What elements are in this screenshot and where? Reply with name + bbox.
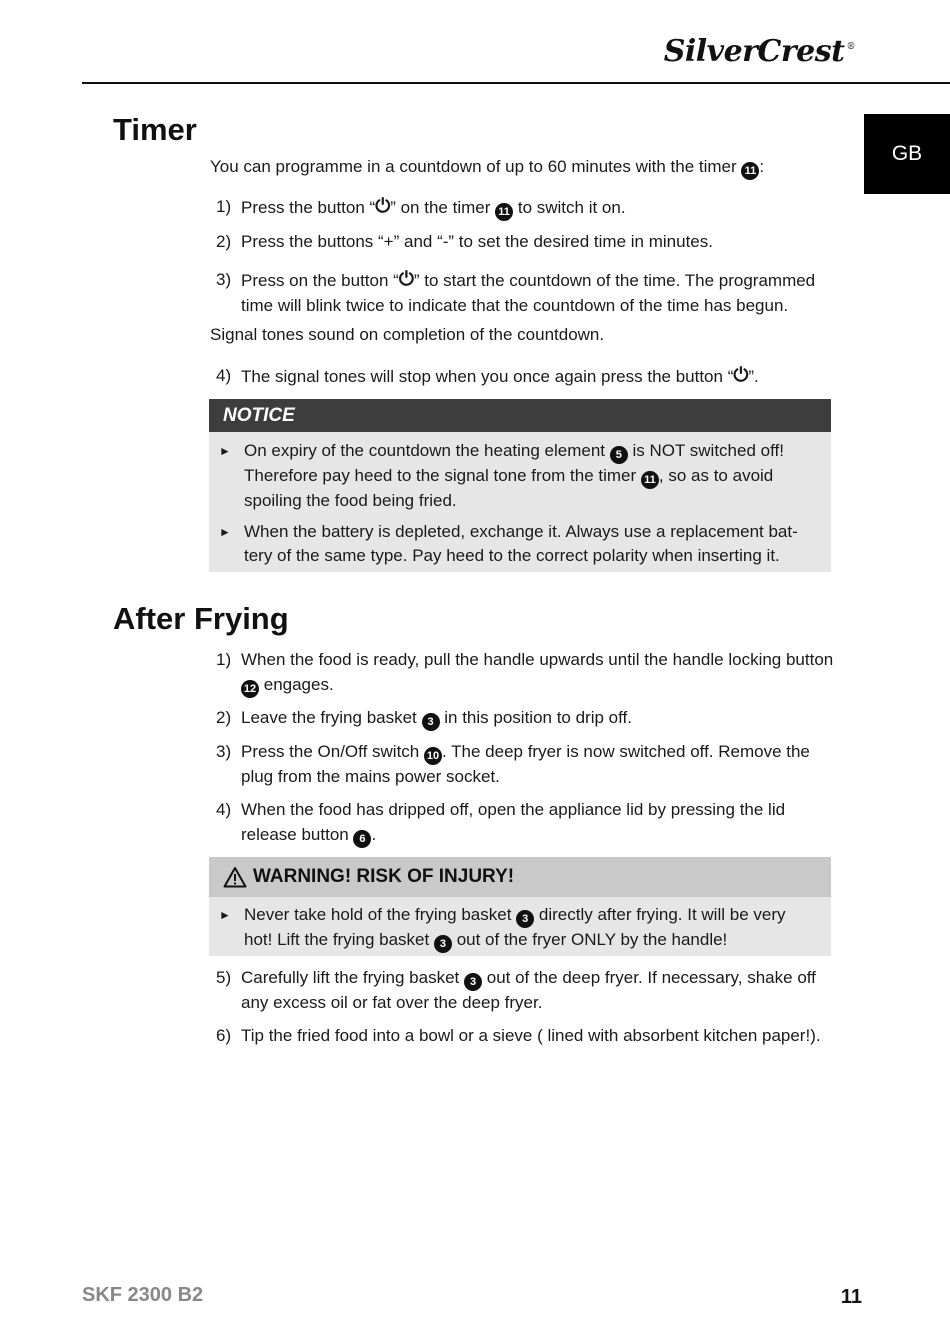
timer-step-1: 1) Press the button “⏻” on the timer 11 to switch it on. xyxy=(216,195,836,221)
after-step-1: 1) When the food is ready, pull the handle upwards until the handle locking button 12 engages. xyxy=(216,648,836,698)
warning-bullet-1: ► Never take hold of the frying basket 3 directly after frying. It will be very hot! Lift the frying basket 3 out of the fryer ONLY by the handle! xyxy=(209,903,831,953)
notice-bullet-1: ► On expiry of the countdown the heating element 5 is NOT switched off! Therefore pay heed to the signal tone from the timer 11 , so as to avoid spoiling the food being fried. xyxy=(209,439,831,514)
callout-3: 3 xyxy=(422,713,440,731)
after-step-3: 3) Press the On/Off switch 10 . The deep fryer is now switched off. Remove the plug from the mains power socket. xyxy=(216,742,810,786)
arrow-icon: ► xyxy=(219,444,231,458)
callout-11: 11 xyxy=(495,203,513,221)
callout-11: 11 xyxy=(741,162,759,180)
arrow-icon: ► xyxy=(219,524,231,539)
callout-5: 5 xyxy=(610,446,628,464)
section-title-after-frying: After Frying xyxy=(113,601,289,636)
timer-step-2: 2) Press the buttons “+” and “-” to set the desired time in minutes. xyxy=(216,232,713,251)
model-number: SKF 2300 B2 xyxy=(82,1284,204,1306)
warning-triangle-icon xyxy=(223,866,247,888)
signal-text: Signal tones sound on completion of the countdown. xyxy=(210,325,605,344)
power-icon: ⏻ xyxy=(375,196,391,217)
callout-3: 3 xyxy=(434,935,452,953)
after-step-5: 5) Carefully lift the frying basket 3 out of the deep fryer. If necessary, shake off any excess oil or fat over the deep fryer. xyxy=(216,968,816,1012)
notice-bullet-2: ► When the battery is depleted, exchange it. Always use a replacement bat-tery of the same type. Pay heed to the correct polarity when inserting it. xyxy=(209,520,831,569)
callout-3: 3 xyxy=(464,973,482,991)
language-tab: GB xyxy=(864,114,950,194)
section-title-timer: Timer xyxy=(113,112,197,147)
timer-intro: You can programme in a countdown of up to 60 minutes with the timer 11 : xyxy=(210,155,835,180)
arrow-icon: ► xyxy=(219,908,231,922)
callout-12: 12 xyxy=(241,680,259,698)
notice-box xyxy=(209,399,831,572)
header-rule xyxy=(82,82,950,84)
brand-logo: SilverCrest ® xyxy=(663,34,855,69)
power-icon: ⏻ xyxy=(733,365,749,386)
callout-6: 6 xyxy=(353,830,371,848)
after-step-4: 4) When the food has dripped off, open the appliance lid by pressing the lid release button 6 . xyxy=(216,798,836,848)
power-icon: ⏻ xyxy=(398,269,414,290)
after-step-6: 6) Tip the fried food into a bowl or a sieve ( lined with absorbent kitchen paper!). xyxy=(216,1026,821,1045)
callout-10: 10 xyxy=(424,747,442,765)
timer-step-3: 3) Press on the button “⏻” to start the countdown of the time. The programmed time will blink twice to indicate that the countdown of the time has begun. xyxy=(216,269,816,315)
callout-3: 3 xyxy=(516,910,534,928)
notice-title: NOTICE xyxy=(209,399,831,432)
warning-title: WARNING! RISK OF INJURY! xyxy=(209,857,831,897)
page-number: 11 xyxy=(840,1286,862,1308)
warning-box xyxy=(209,857,831,956)
timer-step-4: 4) The signal tones will stop when you once again press the button “⏻”. xyxy=(216,365,759,386)
callout-11: 11 xyxy=(641,471,659,489)
after-step-2: 2) Leave the frying basket 3 in this position to drip off. xyxy=(216,706,836,731)
